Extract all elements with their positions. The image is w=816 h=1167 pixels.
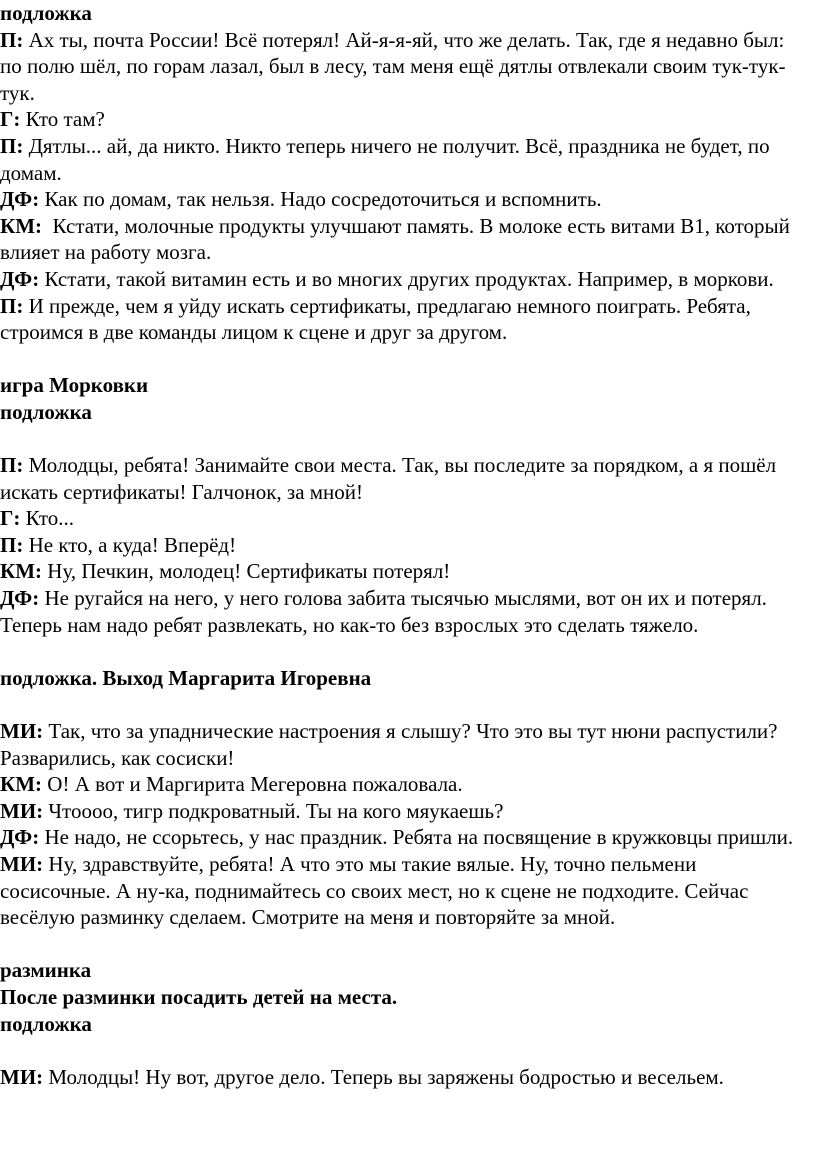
blank-line bbox=[0, 638, 806, 665]
dialogue-line bbox=[0, 266, 806, 293]
stage-direction: разминка bbox=[0, 958, 92, 983]
blank-line bbox=[0, 426, 806, 453]
dialogue-text: Молодцы, ребята! Занимайте свои места. Так, вы последите за порядком, а я пошёл искать сертификаты! Галчонок, за мной! bbox=[0, 453, 782, 504]
dialogue-line bbox=[0, 558, 806, 585]
dialogue-text: Ну, здравствуйте, ребята! А что это мы такие вялые. Ну, точно пельмени сосисочные. А ну-ка, поднимайтесь со своих мест, но к сцене не подходите. Сейчас весёлую разминку сделаем. Смотрите на меня и повторяйте за мной. bbox=[0, 852, 754, 930]
speaker-label: МИ: bbox=[0, 798, 44, 823]
speaker-label: МИ: bbox=[0, 1064, 44, 1089]
dialogue-text: Как по домам, так нельзя. Надо сосредоточиться и вспомнить. bbox=[39, 187, 602, 212]
dialogue-line bbox=[0, 718, 806, 771]
dialogue-text: Кстати, такой витамин есть и во многих других продуктах. Например, в моркови. bbox=[39, 266, 774, 291]
dialogue-text: Не кто, а куда! Вперёд! bbox=[23, 532, 237, 557]
stage-direction: игра Морковки bbox=[0, 373, 149, 398]
stage-direction: После разминки посадить детей на места. bbox=[0, 984, 398, 1009]
blank-line bbox=[0, 931, 806, 958]
dialogue-line bbox=[0, 771, 806, 798]
dialogue-line bbox=[0, 585, 806, 638]
dialogue-text: Кстати, молочные продукты улучшают память. В молоке есть витами В1, который влияет на работу мозга. bbox=[0, 213, 796, 265]
speaker-label: ДФ: bbox=[0, 187, 40, 212]
dialogue-text: Кто... bbox=[20, 506, 74, 531]
dialogue-line bbox=[0, 293, 806, 346]
dialogue-text: Молодцы! Ну вот, другое дело. Теперь вы заряжены бодростью и весельем. bbox=[43, 1064, 724, 1089]
speaker-label: КМ: bbox=[0, 213, 43, 238]
dialogue-text: Не ругайся на него, у него голова забита тысячью мыслями, вот он их и потерял. Теперь нам надо ребят развлекать, но как-то без взрослых это сделать тяжело. bbox=[0, 586, 773, 637]
stage-direction: подложка. Выход Маргарита Игоревна bbox=[0, 665, 372, 690]
speaker-label: П: bbox=[0, 453, 24, 478]
dialogue-line bbox=[0, 505, 806, 532]
dialogue-text: Кто там? bbox=[20, 107, 105, 132]
dialogue-text: И прежде, чем я уйду искать сертификаты, предлагаю немного поиграть. Ребята, строимся в две команды лицом к сцене и друг за другом. bbox=[0, 293, 757, 345]
dialogue-line bbox=[0, 213, 806, 266]
dialogue-line bbox=[0, 27, 806, 107]
dialogue-text: Ах ты, почта России! Всё потерял! Ай-я-я-яй, что же делать. Так, где я недавно был: по полю шёл, по горам лазал, был в лесу, там меня ещё дятлы отвлекали своим тук-тук-тук. bbox=[0, 27, 790, 105]
dialogue-line bbox=[0, 798, 806, 825]
dialogue-line bbox=[0, 824, 806, 851]
dialogue-line bbox=[0, 106, 806, 133]
blank-line bbox=[0, 1037, 806, 1064]
speaker-label: КМ: bbox=[0, 772, 43, 797]
speaker-label: ДФ: bbox=[0, 825, 40, 850]
speaker-label: П: bbox=[0, 27, 24, 52]
speaker-label: ДФ: bbox=[0, 266, 40, 291]
stage-direction: подложка bbox=[0, 1, 92, 25]
dialogue-text: Так, что за упаднические настроения я слышу? Что это вы тут нюни распустили? Разварились, как сосиски! bbox=[0, 719, 783, 770]
dialogue-text: О! А вот и Маргирита Мегеровна пожаловала. bbox=[42, 772, 463, 797]
speaker-label: МИ: bbox=[0, 719, 44, 744]
speaker-label: П: bbox=[0, 293, 24, 318]
dialogue-line bbox=[0, 532, 806, 559]
speaker-label: П: bbox=[0, 133, 24, 158]
dialogue-line bbox=[0, 186, 806, 213]
blank-line bbox=[0, 691, 806, 718]
stage-direction: подложка bbox=[0, 399, 92, 424]
dialogue-line bbox=[0, 133, 806, 186]
dialogue-line bbox=[0, 851, 806, 931]
dialogue-line bbox=[0, 452, 806, 505]
dialogue-text: Дятлы... ай, да никто. Никто теперь ничего не получит. Всё, праздника не будет, по домам. bbox=[0, 133, 775, 185]
dialogue-text: Чтоооо, тигр подкроватный. Ты на кого мяукаешь? bbox=[43, 798, 504, 823]
speaker-label: МИ: bbox=[0, 852, 44, 876]
blank-line bbox=[0, 346, 806, 373]
speaker-label: Г: bbox=[0, 107, 21, 132]
stage-direction: подложка bbox=[0, 1011, 92, 1036]
dialogue-text: Ну, Печкин, молодец! Сертификаты потерял! bbox=[42, 559, 451, 584]
speaker-label: П: bbox=[0, 532, 24, 557]
speaker-label: ДФ: bbox=[0, 586, 40, 611]
dialogue-line bbox=[0, 1064, 806, 1091]
speaker-label: КМ: bbox=[0, 559, 43, 584]
speaker-label: Г: bbox=[0, 506, 21, 531]
dialogue-text: Не надо, не ссорьтесь, у нас праздник. Ребята на посвящение в кружковцы пришли. bbox=[39, 825, 794, 850]
